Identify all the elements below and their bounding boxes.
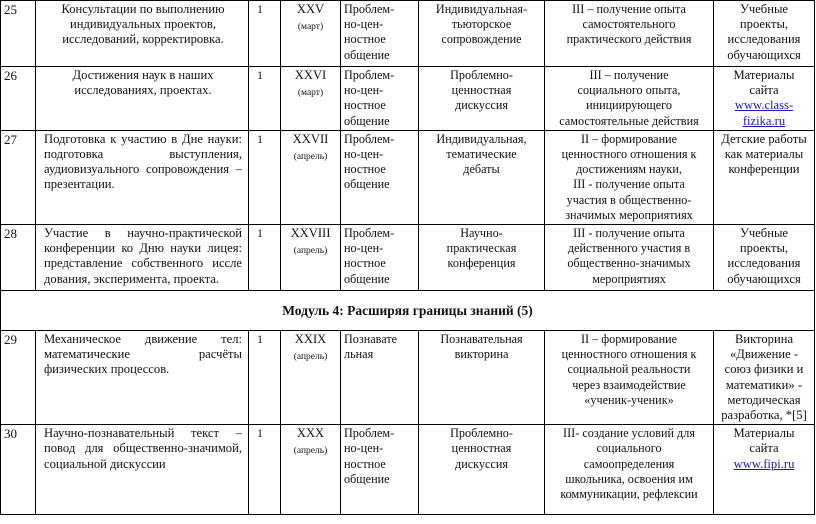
result-level-cell: III – получение опыта самостоятельного практического действия (545, 1, 714, 67)
table-row (1, 130, 815, 224)
site-link[interactable]: www.fipi.ru (733, 456, 795, 471)
lesson-roman: XXVIII (290, 226, 331, 241)
lesson-topic: Механическое движение тел: математические расчёты физических процессов. (36, 331, 249, 425)
form-cell: Проблем- но-цен- ностное общение (341, 67, 419, 131)
row-number: 25 (1, 1, 36, 67)
result-level-cell: III- создание условий для социального самоопределения школьника, освоения им коммуникации, рефлексии (545, 425, 714, 515)
activity-cell: Индивидуальная- тьюторское сопровождение (419, 1, 545, 67)
result-level-cell: II – формирование ценностного отношения к достижениям науки, III - получение опыта участия в общественно- значимых мероприятиях (545, 130, 714, 224)
row-number: 29 (1, 331, 36, 425)
product-text: Материалы сайта (733, 68, 795, 98)
product-cell: Викторина «Движение - союз физики и математики» - методическая разработка, *[5] (714, 331, 815, 425)
table-row (1, 425, 815, 515)
activity-cell: Проблемно- ценностная дискуссия (419, 67, 545, 131)
row-number: 30 (1, 425, 36, 515)
form-cell: Проблем- но-цен- ностное общение (341, 225, 419, 291)
hours-cell: 1 (249, 425, 281, 515)
activity-cell: Познавательная викторина (419, 331, 545, 425)
result-level-cell: III - получение опыта действенного участия в общественно-значимых мероприятиях (545, 225, 714, 291)
form-cell: Познавате льная (341, 331, 419, 425)
lesson-roman: XXVII (292, 131, 329, 146)
lesson-month: (март) (297, 88, 324, 99)
activity-cell: Проблемно- ценностная дискуссия (419, 425, 545, 515)
product-cell (714, 425, 815, 515)
activity-cell: Научно- практическая конференция (419, 225, 545, 291)
row-number: 27 (1, 130, 36, 224)
hours-cell: 1 (249, 1, 281, 67)
module-heading: Модуль 4: Расширяя границы знаний (5) (1, 291, 815, 331)
hours-cell: 1 (249, 331, 281, 425)
product-cell: Учебные проекты, исследования обучающихся (714, 1, 815, 67)
lesson-roman: XXV (296, 2, 325, 16)
lesson-month: (апрель) (293, 352, 328, 363)
lesson-topic: Консультации по выполнению индивидуальных проектов, исследований, корректировка. (36, 1, 249, 67)
lesson-topic: Участие в научно-практической конференции ко Дню науки лицея: представление собственного иссле дования, эксперимента, проекта. (36, 225, 249, 291)
lesson-month: (апрель) (293, 152, 328, 163)
table-row (1, 225, 815, 291)
form-cell: Проблем- но-цен- ностное общение (341, 130, 419, 224)
lesson-topic: Научно-познавательный текст – повод для общественно-значимой, социальной дискуссии (36, 425, 249, 515)
lesson-roman: XXVI (294, 68, 327, 82)
lesson-number-cell (281, 225, 341, 291)
site-link[interactable]: www.class- fizika.ru (734, 98, 794, 128)
hours-cell: 1 (249, 130, 281, 224)
lesson-roman: XXX (296, 426, 325, 441)
result-level-cell: II – формирование ценностного отношения к социальной реальности через взаимодействие «ученик-ученик» (545, 331, 714, 425)
lesson-topic: Подготовка к участию в Дне науки: подготовка выступления, аудиовизуального сопровождения – презентации. (36, 130, 249, 224)
row-number: 26 (1, 67, 36, 131)
row-number: 28 (1, 225, 36, 291)
lesson-number-cell (281, 425, 341, 515)
lesson-number-cell (281, 1, 341, 67)
lesson-number-cell (281, 67, 341, 131)
form-cell: Проблем- но-цен- ностное общение (341, 1, 419, 67)
form-cell: Проблем- но-цен- ностное общение (341, 425, 419, 515)
product-cell (714, 67, 815, 131)
lesson-topic: Достижения наук в наших исследованиях, проектах. (36, 67, 249, 131)
lesson-number-cell (281, 331, 341, 425)
product-cell: Детские работы как материалы конференции (714, 130, 815, 224)
hours-cell: 1 (249, 67, 281, 131)
lesson-roman: XXIX (294, 332, 327, 347)
table-row (1, 67, 815, 131)
module-row (1, 291, 815, 331)
result-level-cell: III – получение социального опыта, инициирующего самостоятельные действия (545, 67, 714, 131)
product-text: Материалы сайта (733, 426, 795, 456)
lesson-month: (март) (297, 22, 324, 33)
product-cell: Учебные проекты, исследования обучающихся (714, 225, 815, 291)
hours-cell: 1 (249, 225, 281, 291)
lesson-number-cell (281, 130, 341, 224)
lesson-month: (апрель) (293, 246, 328, 257)
activity-cell: Индивидуальная, тематические дебаты (419, 130, 545, 224)
lesson-month: (апрель) (293, 446, 328, 457)
table-row (1, 1, 815, 67)
table-row (1, 331, 815, 425)
